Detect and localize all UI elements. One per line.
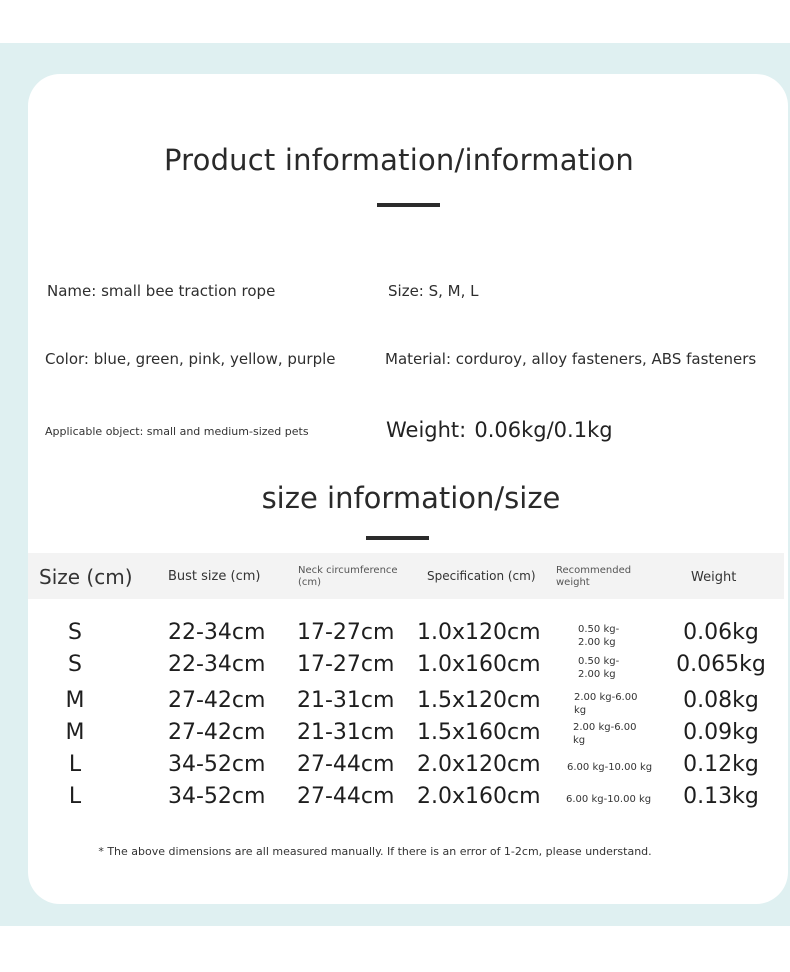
cell-size: L: [68, 752, 82, 777]
product-name: Name: small bee traction rope: [47, 282, 276, 300]
cell-bust: 22-34cm: [168, 620, 266, 645]
header-neck: Neck circumference (cm): [298, 565, 398, 588]
table-row: [0, 720, 790, 752]
product-info-heading: Product information/information: [163, 143, 635, 177]
product-applicable: Applicable object: small and medium-sized pets: [45, 425, 309, 438]
table-row: [0, 652, 790, 684]
table-row: [0, 620, 790, 652]
header-size: Size (cm): [39, 565, 133, 589]
weight-label: Weight:: [386, 418, 467, 442]
cell-bust: 22-34cm: [168, 652, 266, 677]
cell-weight: 0.09kg: [683, 720, 759, 745]
size-info-heading: size information/size: [261, 481, 561, 515]
cell-neck: 21-31cm: [297, 720, 395, 745]
cell-bust: 34-52cm: [168, 784, 266, 809]
cell-bust: 27-42cm: [168, 720, 266, 745]
cell-neck: 17-27cm: [297, 620, 395, 645]
cell-spec: 1.0x120cm: [417, 620, 541, 645]
header-weight: Weight: [691, 570, 737, 585]
heading-divider: [377, 203, 440, 207]
header-bust: Bust size (cm): [168, 569, 261, 584]
cell-size: M: [65, 720, 85, 745]
cell-bust: 27-42cm: [168, 688, 266, 713]
weight-value: 0.06kg/0.1kg: [474, 418, 613, 442]
product-material: Material: corduroy, alloy fasteners, ABS fasteners: [385, 350, 757, 368]
measurement-note: * The above dimensions are all measured manually. If there is an error of 1-2cm, please understand.: [98, 845, 652, 858]
cell-spec: 2.0x160cm: [417, 784, 541, 809]
cell-recommended: 0.50 kg-2.00 kg: [578, 656, 620, 680]
product-weight: [386, 418, 613, 442]
cell-weight: 0.13kg: [683, 784, 759, 809]
cell-size: M: [65, 688, 85, 713]
cell-neck: 27-44cm: [297, 752, 395, 777]
cell-recommended: 2.00 kg-6.00 kg: [574, 692, 638, 716]
table-row: [0, 688, 790, 720]
cell-neck: 27-44cm: [297, 784, 395, 809]
cell-spec: 1.0x160cm: [417, 652, 541, 677]
size-table-header: [28, 553, 784, 599]
header-spec: Specification (cm): [427, 569, 536, 583]
cell-weight: 0.065kg: [676, 652, 766, 677]
cell-recommended: 6.00 kg-10.00 kg: [566, 794, 652, 805]
cell-bust: 34-52cm: [168, 752, 266, 777]
product-colors: Color: blue, green, pink, yellow, purple: [45, 350, 336, 368]
cell-recommended: 2.00 kg-6.00 kg: [573, 722, 637, 746]
cell-size: S: [68, 620, 82, 645]
cell-weight: 0.08kg: [683, 688, 759, 713]
header-recommended: Recommended weight: [556, 565, 632, 588]
cell-recommended: 0.50 kg-2.00 kg: [578, 624, 620, 648]
cell-neck: 21-31cm: [297, 688, 395, 713]
product-sizes: Size: S, M, L: [388, 282, 479, 300]
cell-spec: 2.0x120cm: [417, 752, 541, 777]
cell-size: S: [68, 652, 82, 677]
cell-spec: 1.5x120cm: [417, 688, 541, 713]
cell-spec: 1.5x160cm: [417, 720, 541, 745]
cell-weight: 0.12kg: [683, 752, 759, 777]
table-row: [0, 784, 790, 816]
cell-size: L: [68, 784, 82, 809]
cell-neck: 17-27cm: [297, 652, 395, 677]
heading-divider: [366, 536, 429, 540]
cell-weight: 0.06kg: [683, 620, 759, 645]
table-row: [0, 752, 790, 784]
cell-recommended: 6.00 kg-10.00 kg: [567, 762, 653, 773]
